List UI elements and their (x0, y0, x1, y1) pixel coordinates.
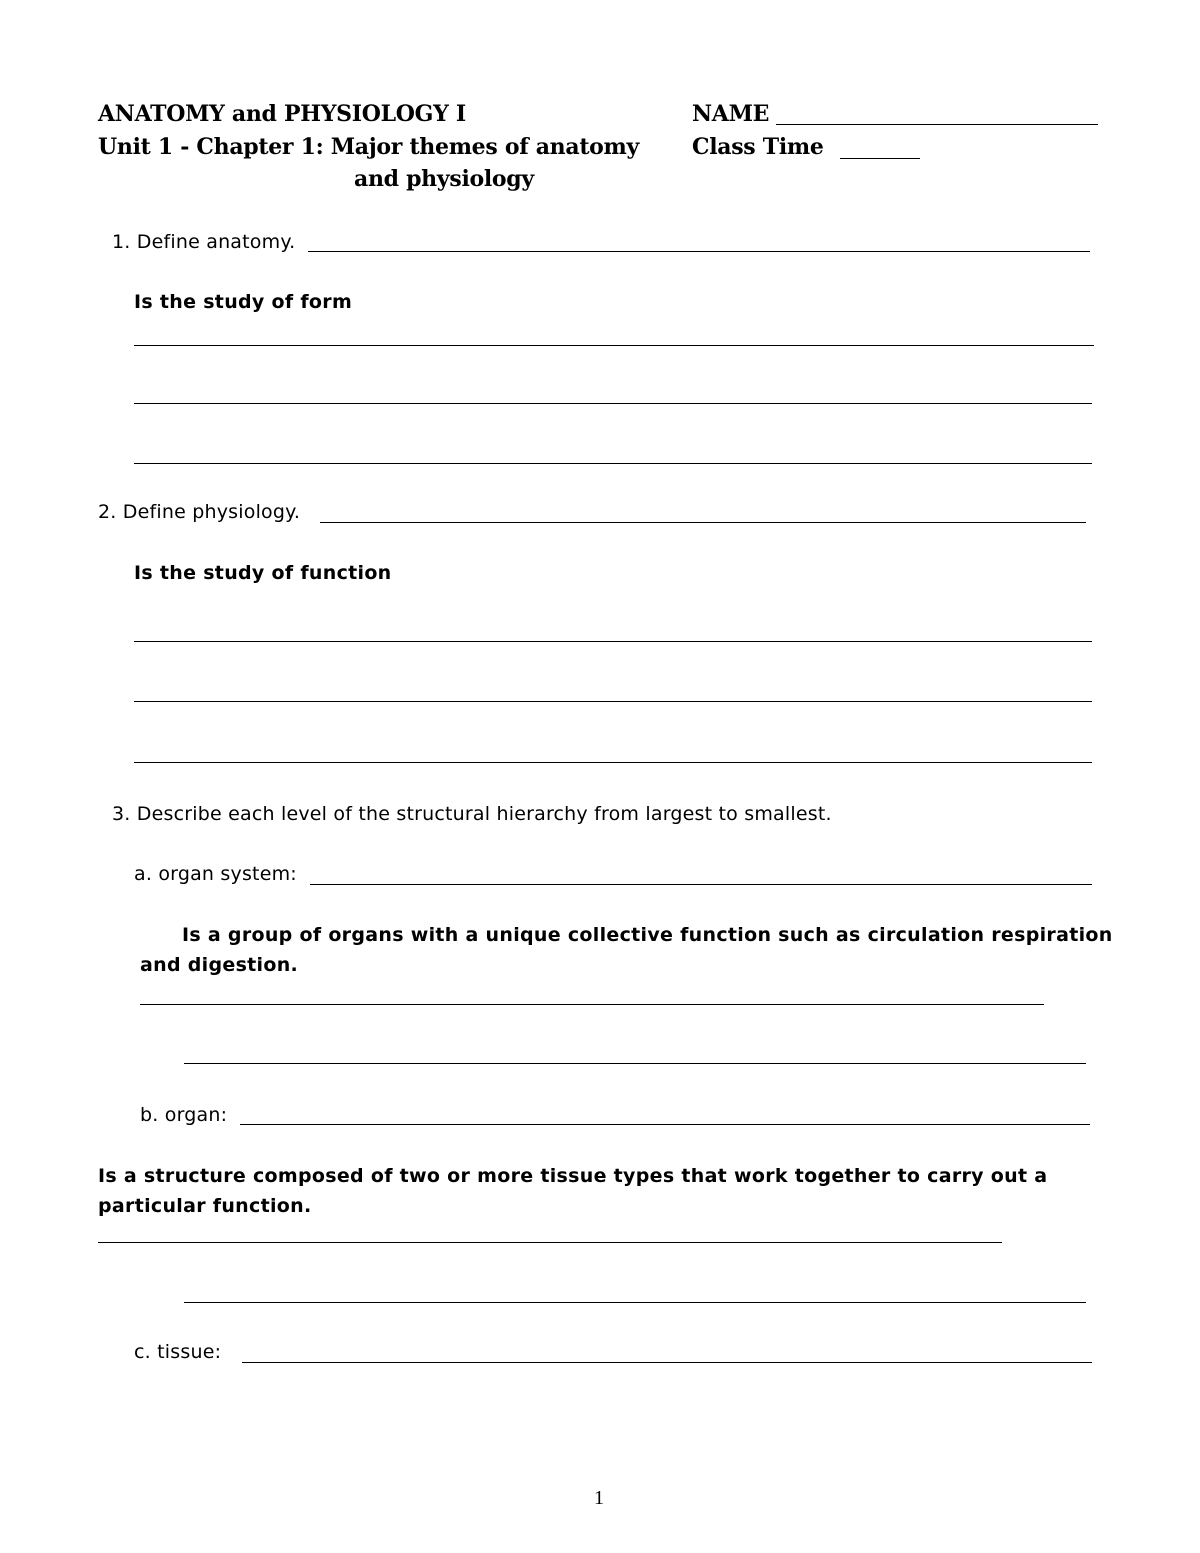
answer-line[interactable] (184, 1063, 1086, 1064)
question-2-prompt: 2. Define physiology. (98, 501, 301, 523)
answer-line[interactable] (140, 1004, 1044, 1005)
unit-title-line2: and physiology (354, 166, 534, 192)
question-3b-answer-line2: particular function. (98, 1195, 312, 1217)
class-time-label: Class Time (692, 134, 824, 160)
answer-line[interactable] (134, 345, 1094, 346)
name-label: NAME (692, 101, 770, 127)
question-1-prompt-line[interactable] (308, 251, 1090, 252)
question-3a-answer-line2: and digestion. (140, 954, 299, 976)
question-3-prompt: 3. Describe each level of the structural hierarchy from largest to smallest. (112, 803, 832, 825)
answer-line[interactable] (134, 641, 1092, 642)
answer-line[interactable] (184, 1302, 1086, 1303)
answer-line[interactable] (98, 1242, 1002, 1243)
question-2-answer: Is the study of function (134, 562, 392, 584)
answer-line[interactable] (134, 762, 1092, 763)
question-3c-prompt-line[interactable] (242, 1362, 1092, 1363)
name-field-line[interactable] (776, 124, 1098, 125)
question-3b-prompt-line[interactable] (240, 1124, 1090, 1125)
question-3c-prompt: c. tissue: (134, 1341, 222, 1363)
answer-line[interactable] (134, 403, 1092, 404)
question-2-prompt-line[interactable] (320, 522, 1086, 523)
question-3a-prompt: a. organ system: (134, 863, 297, 885)
question-1-answer: Is the study of form (134, 291, 353, 313)
class-time-field-line[interactable] (840, 158, 920, 159)
unit-title-line1: Unit 1 - Chapter 1: Major themes of anatomy (98, 134, 640, 160)
question-3a-prompt-line[interactable] (310, 884, 1092, 885)
answer-line[interactable] (134, 701, 1092, 702)
page-number: 1 (594, 1487, 604, 1509)
question-3b-prompt: b. organ: (140, 1104, 228, 1126)
answer-line[interactable] (134, 463, 1092, 464)
question-3a-answer-line1: Is a group of organs with a unique collective function such as circulation respiration (182, 924, 1113, 946)
question-3b-answer-line1: Is a structure composed of two or more tissue types that work together to carry out a (98, 1165, 1048, 1187)
course-title: ANATOMY and PHYSIOLOGY I (98, 101, 466, 127)
question-1-prompt: 1. Define anatomy. (112, 231, 296, 253)
